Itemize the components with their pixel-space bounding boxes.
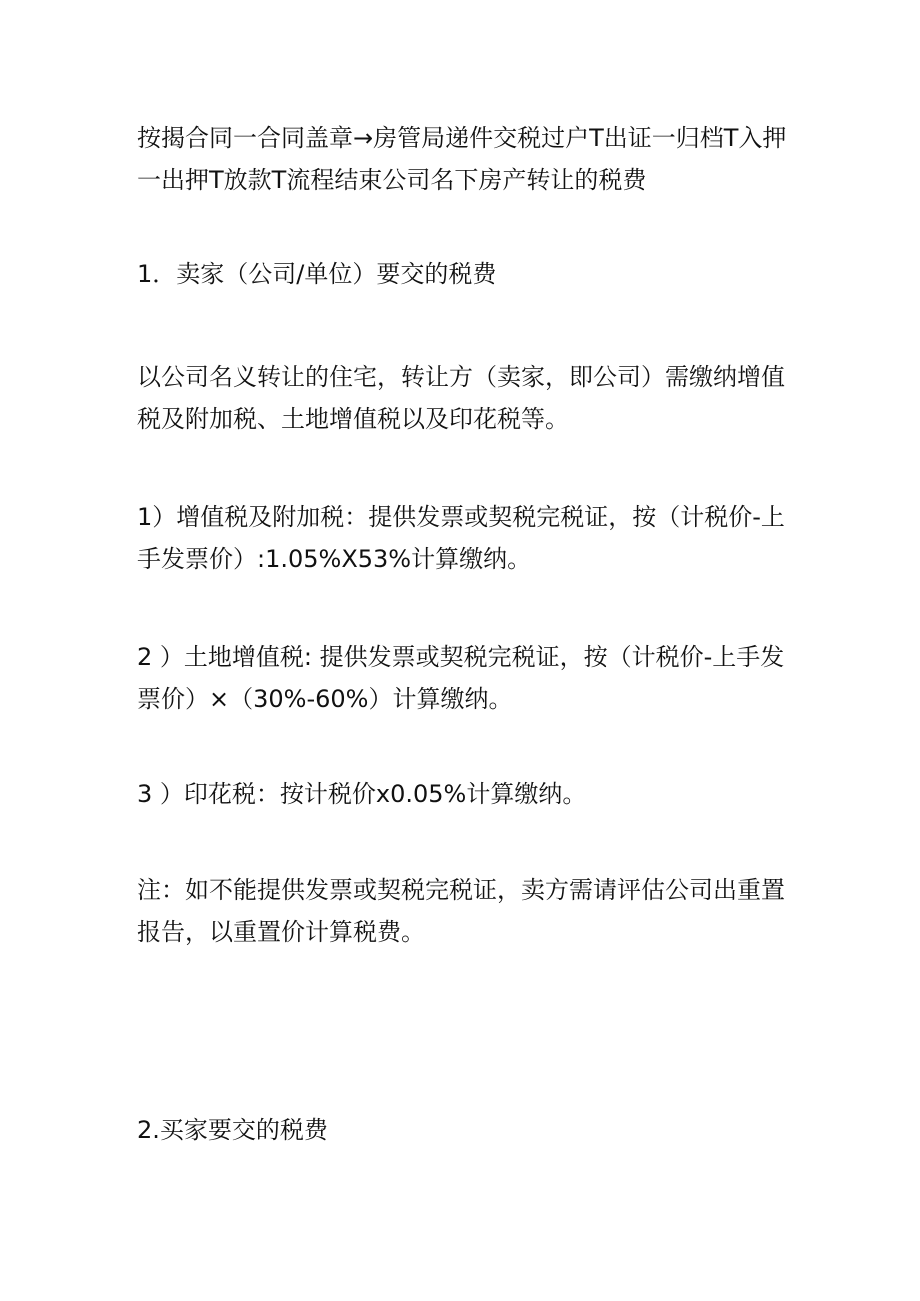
note-paragraph: 注：如不能提供发票或契税完税证，卖方需请评估公司出重置报告，以重置价计算税费。 [137, 876, 785, 946]
buyer-taxes-heading: 2.买家要交的税费 [137, 1116, 328, 1144]
land-vat-item: 2 ）土地增值税: 提供发票或契税完税证，按（计税价-上手发票价）×（30%-60%）计算缴纳。 [137, 643, 785, 713]
stamp-tax-item: 3 ）印花税：按计税价x0.05%计算缴纳。 [137, 780, 587, 808]
seller-taxes-heading: 1．卖家（公司/单位）要交的税费 [137, 260, 497, 288]
vat-item: 1）增值税及附加税：提供发票或契税完税证，按（计税价-上手发票价）:1.05%X53%计算缴纳。 [137, 503, 785, 573]
process-flow-paragraph: 按揭合同一合同盖章→房管局递件交税过户T出证一归档T入押一出押T放款T流程结束公司名下房产转让的税费 [137, 124, 787, 194]
seller-taxes-intro: 以公司名义转让的住宅，转让方（卖家，即公司）需缴纳增值税及附加税、土地增值税以及印花税等。 [137, 363, 785, 433]
